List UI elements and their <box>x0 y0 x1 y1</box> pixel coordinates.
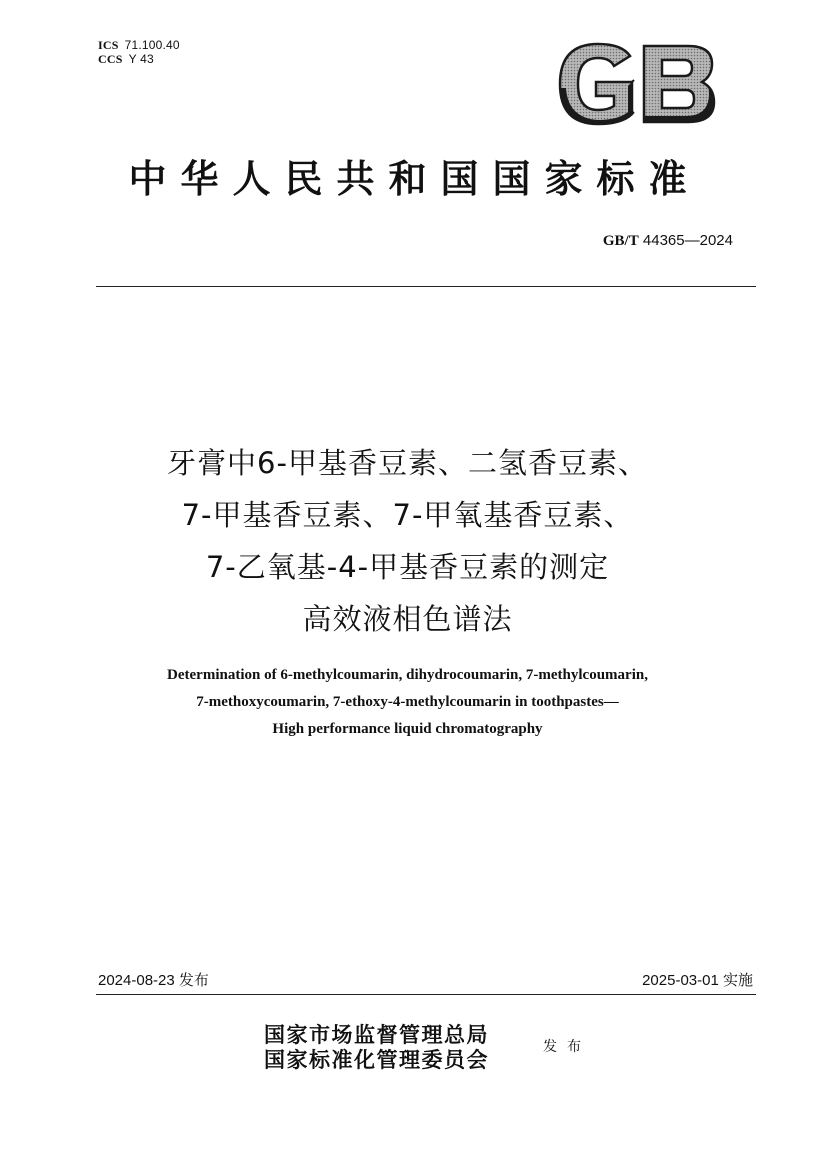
issuer-sac: 国家标准化管理委员会 <box>264 1047 489 1072</box>
ics-code: 71.100.40 <box>124 38 180 52</box>
national-standard-title: 中华人民共和国国家标准 <box>128 156 701 201</box>
chinese-title-line-2: 7-甲基香豆素、7-甲氧基香豆素、 <box>181 498 634 532</box>
implement-date: 2025-03-01 实施 <box>642 972 753 989</box>
english-title-line-1: Determination of 6-methylcoumarin, dihydrocoumarin, 7-methylcoumarin, <box>167 667 648 683</box>
chinese-title-line-1: 牙膏中6-甲基香豆素、二氢香豆素、 <box>167 446 648 480</box>
gb-logo <box>552 42 718 126</box>
english-title-line-2: 7-methoxycoumarin, 7-ethoxy-4-methylcoumarin in toothpastes— <box>196 694 619 710</box>
bottom-divider <box>96 994 756 995</box>
top-divider <box>96 286 756 287</box>
standard-number <box>603 232 733 250</box>
standard-number-value: 44365—2024 <box>642 232 733 249</box>
issuer-samr: 国家市场监督管理总局 <box>264 1022 489 1047</box>
ccs-label: CCS <box>98 52 123 66</box>
ics-label: ICS <box>98 38 119 52</box>
chinese-title-line-4: 高效液相色谱法 <box>302 602 513 636</box>
publish-date: 2024-08-23 发布 <box>98 972 209 989</box>
chinese-title-line-3: 7-乙氧基-4-甲基香豆素的测定 <box>205 550 610 584</box>
standard-number-prefix: GB/T <box>602 233 639 249</box>
ccs-code: Y 43 <box>128 52 154 66</box>
ccs-line <box>98 52 154 66</box>
english-title-line-3: High performance liquid chromatography <box>272 721 543 737</box>
gb-logo-text: GB <box>635 91 639 93</box>
issue-label: 发布 <box>543 1039 591 1055</box>
ics-line <box>98 38 180 52</box>
